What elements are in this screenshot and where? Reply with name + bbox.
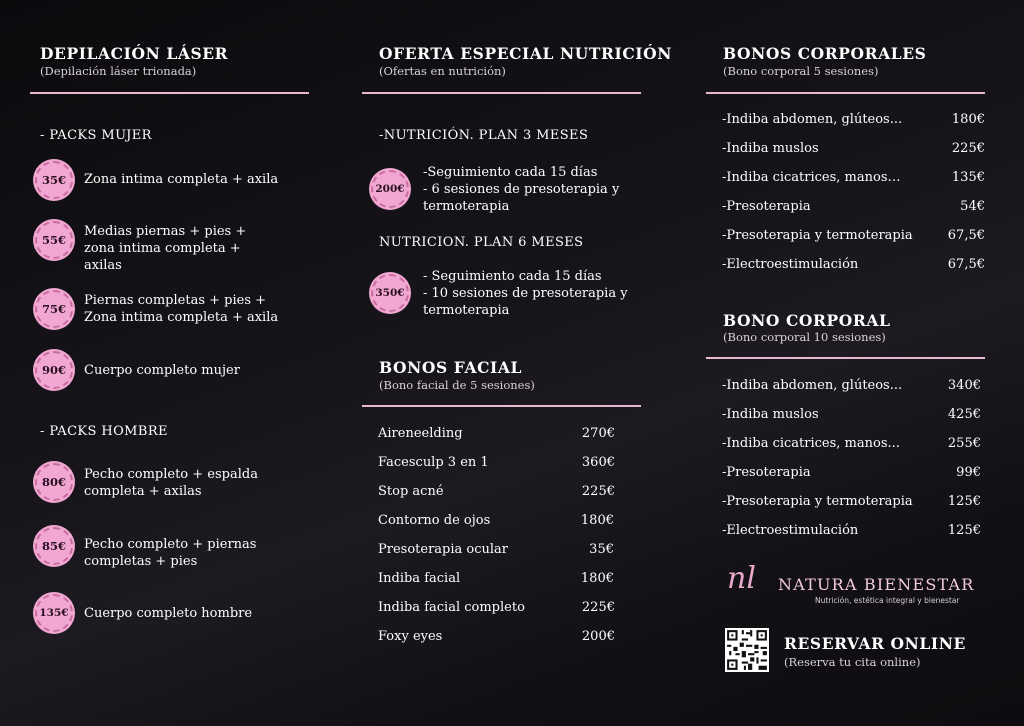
list-item-price: 54€ xyxy=(960,199,985,214)
list-item-name: Stop acné xyxy=(378,484,444,499)
list-item-name: -Indiba cicatrices, manos... xyxy=(722,436,900,451)
facial-subtitle: (Bono facial de 5 sesiones) xyxy=(379,378,535,392)
list-item-price: 67,5€ xyxy=(947,257,985,272)
list-item-name: Aireneelding xyxy=(378,426,463,441)
list-item-price: 255€ xyxy=(947,436,981,451)
list-item-price: 180€ xyxy=(580,513,614,528)
brand-name: NATURA BIENESTAR xyxy=(778,575,975,594)
laser-title: DEPILACIÓN LÁSER xyxy=(40,44,229,63)
list-item-name: Presoterapia ocular xyxy=(378,542,508,557)
qr-code-icon[interactable] xyxy=(725,628,769,672)
body5-subtitle: (Bono corporal 5 sesiones) xyxy=(723,64,879,78)
list-item-name: -Presoterapia xyxy=(722,199,811,214)
plan6-title: NUTRICION. PLAN 6 MESES xyxy=(379,235,584,250)
nutrition-subtitle: (Ofertas en nutrición) xyxy=(379,64,506,78)
list-item-price: 360€ xyxy=(581,455,615,470)
plan6-description xyxy=(423,268,638,319)
nutrition-title: OFERTA ESPECIAL NUTRICIÓN xyxy=(379,44,673,63)
men-packs-title: - PACKS HOMBRE xyxy=(40,424,168,439)
price-badge: 55€ xyxy=(35,221,73,259)
women-packs-title: - PACKS MUJER xyxy=(40,128,152,143)
laser-divider xyxy=(30,92,309,94)
pack-description: Piernas completas + pies + Zona intima completa + axila xyxy=(84,293,279,325)
pack-description: Pecho completo + espalda completa + axilas xyxy=(84,467,258,499)
price-badge: 135€ xyxy=(35,594,73,632)
list-item-price: 135€ xyxy=(951,170,985,185)
list-item-price: 225€ xyxy=(581,484,615,499)
facial-title: BONOS FACIAL xyxy=(379,358,522,377)
list-item-price: 180€ xyxy=(951,112,985,127)
plan3-description xyxy=(423,164,638,215)
plan6-line: - 10 sesiones de presoterapia y termoterapia xyxy=(423,286,628,318)
list-item-price: 270€ xyxy=(581,426,615,441)
qr-code-graphic xyxy=(725,628,769,672)
list-item-name: Indiba facial xyxy=(378,571,461,586)
booking-title[interactable]: RESERVAR ONLINE xyxy=(784,634,966,653)
list-item-name: -Electroestimulación xyxy=(722,523,859,538)
pack-description: Cuerpo completo hombre xyxy=(84,606,253,621)
plan6-line: - Seguimiento cada 15 días xyxy=(423,269,602,284)
body10-subtitle: (Bono corporal 10 sesiones) xyxy=(723,330,886,344)
price-badge: 35€ xyxy=(35,161,73,199)
list-item-name: Indiba facial completo xyxy=(378,600,525,615)
list-item-price: 200€ xyxy=(581,629,615,644)
list-item-name: -Presoterapia y termoterapia xyxy=(722,228,913,243)
laser-subtitle: (Depilación láser trionada) xyxy=(40,64,197,78)
body5-divider xyxy=(706,92,985,94)
body10-title: BONO CORPORAL xyxy=(723,311,891,330)
list-item-name: -Indiba abdomen, glúteos... xyxy=(722,378,903,393)
list-item-name: -Indiba muslos xyxy=(722,141,819,156)
list-item-price: 340€ xyxy=(947,378,981,393)
list-item-name: Contorno de ojos xyxy=(378,513,491,528)
price-badge: 80€ xyxy=(35,463,73,501)
brand-tagline: Nutrición, estética integral y bienestar xyxy=(815,596,960,605)
pack-description: Pecho completo + piernas completas + pies xyxy=(84,537,257,569)
list-item-name: -Indiba abdomen, glúteos... xyxy=(722,112,903,127)
body5-title: BONOS CORPORALES xyxy=(723,44,927,63)
plan3-line: -Seguimiento cada 15 días xyxy=(423,165,598,180)
list-item-name: -Presoterapia xyxy=(722,465,811,480)
list-item-name: Foxy eyes xyxy=(378,629,443,644)
list-item-price: 180€ xyxy=(580,571,614,586)
list-item-price: 425€ xyxy=(947,407,981,422)
list-item-price: 67,5€ xyxy=(947,228,985,243)
pack-description: Cuerpo completo mujer xyxy=(84,363,240,378)
list-item-name: -Presoterapia y termoterapia xyxy=(722,494,913,509)
facial-divider xyxy=(362,405,641,407)
body10-divider xyxy=(706,357,985,359)
nutrition-divider xyxy=(362,92,641,94)
pack-description: Medias piernas + pies + zona intima completa + axilas xyxy=(84,224,247,273)
list-item-price: 225€ xyxy=(581,600,615,615)
brand-logo-mark: nl xyxy=(727,561,756,596)
list-item-name: Facesculp 3 en 1 xyxy=(378,455,489,470)
list-item-price: 125€ xyxy=(947,494,981,509)
list-item-name: -Electroestimulación xyxy=(722,257,859,272)
price-badge: 85€ xyxy=(35,527,73,565)
booking-subtitle: (Reserva tu cita online) xyxy=(784,655,921,669)
list-item-price: 125€ xyxy=(947,523,981,538)
pack-description: Zona intima completa + axila xyxy=(84,172,279,187)
plan3-line: - 6 sesiones de presoterapia y termoterapia xyxy=(423,182,620,214)
price-badge: 90€ xyxy=(35,351,73,389)
plan3-title: -NUTRICIÓN. PLAN 3 MESES xyxy=(379,128,589,143)
list-item-price: 99€ xyxy=(956,465,981,480)
list-item-name: -Indiba muslos xyxy=(722,407,819,422)
list-item-price: 35€ xyxy=(589,542,614,557)
list-item-price: 225€ xyxy=(951,141,985,156)
price-badge: 200€ xyxy=(371,170,409,208)
price-badge: 350€ xyxy=(371,274,409,312)
price-badge: 75€ xyxy=(35,290,73,328)
list-item-name: -Indiba cicatrices, manos… xyxy=(722,170,901,185)
